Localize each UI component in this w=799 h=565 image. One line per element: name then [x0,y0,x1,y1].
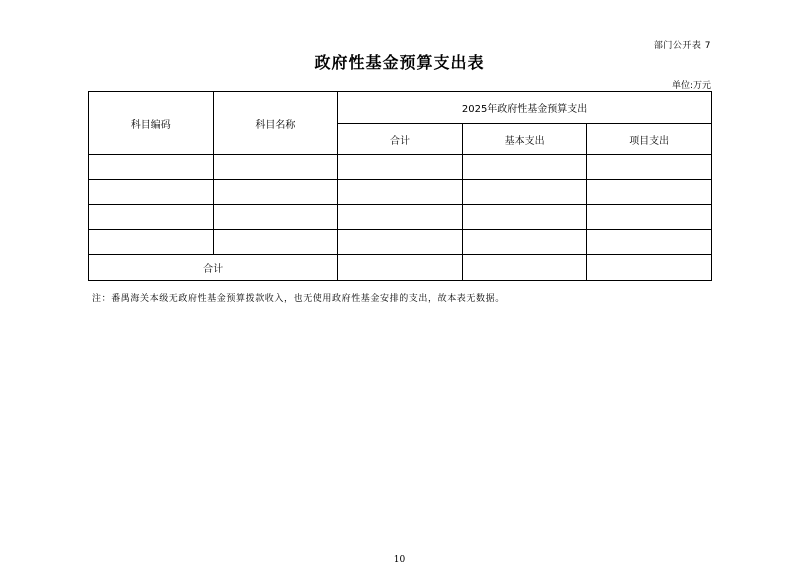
cell-total [338,230,463,255]
table-header-row [89,92,712,124]
cell-total [338,180,463,205]
cell-name [213,180,338,205]
cell-basic [462,180,587,205]
table-row [89,205,712,230]
cell-basic [462,155,587,180]
table-note: 注：番禺海关本级无政府性基金预算拨款收入，也无使用政府性基金安排的支出，故本表无数据。 [92,294,505,304]
cell-project [587,180,712,205]
document-label: 部门公开表 7 [653,41,711,51]
cell-name [213,205,338,230]
total-label: 合计 [89,255,338,281]
header-budget-group: 2025年政府性基金预算支出 [338,92,712,124]
cell-name [213,155,338,180]
header-project-expense: 项目支出 [587,124,712,155]
cell-total [338,155,463,180]
cell-total [338,205,463,230]
table-row [89,180,712,205]
table-row [89,155,712,180]
budget-table [88,91,712,281]
total-cell-total [338,255,463,281]
unit-label: 单位:万元 [671,81,711,91]
page-number: 10 [393,555,406,565]
cell-project [587,230,712,255]
table-row [89,230,712,255]
cell-basic [462,205,587,230]
cell-code [89,155,214,180]
cell-name [213,230,338,255]
total-cell-basic [462,255,587,281]
cell-code [89,230,214,255]
table-total-row [89,255,712,281]
header-subject-code: 科目编码 [89,92,214,155]
header-total: 合计 [338,124,463,155]
total-cell-project [587,255,712,281]
cell-code [89,205,214,230]
cell-project [587,205,712,230]
cell-code [89,180,214,205]
header-subject-name: 科目名称 [213,92,338,155]
header-basic-expense: 基本支出 [462,124,587,155]
cell-basic [462,230,587,255]
cell-project [587,155,712,180]
page-title: 政府性基金预算支出表 [314,53,485,72]
